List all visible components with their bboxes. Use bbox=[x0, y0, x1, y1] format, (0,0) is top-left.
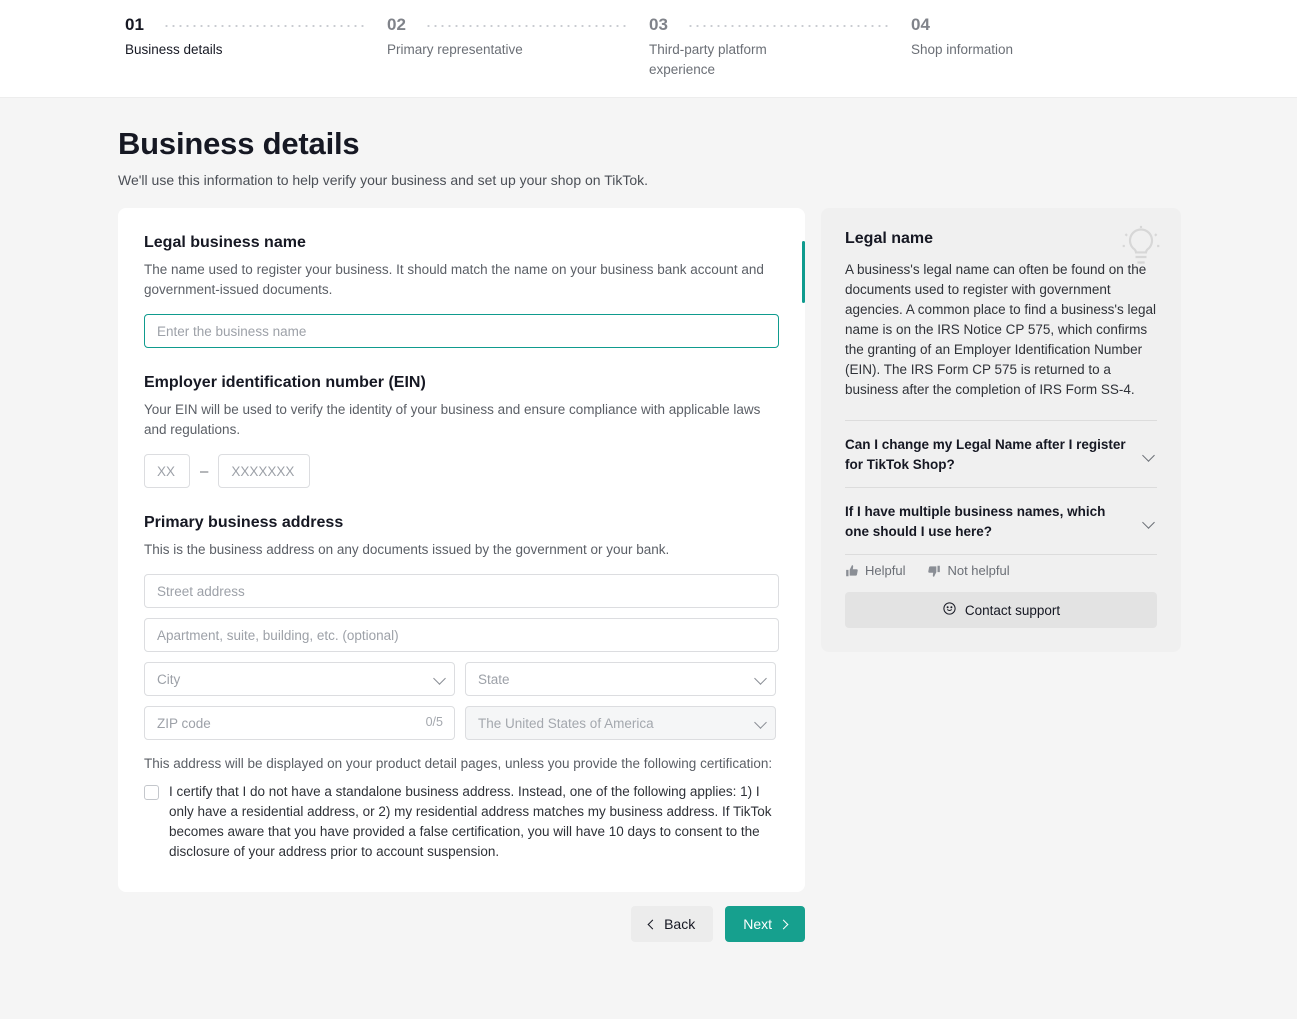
next-button[interactable] bbox=[725, 906, 805, 942]
lightbulb-icon bbox=[1119, 224, 1163, 273]
certification-checkbox[interactable] bbox=[144, 785, 159, 800]
step-04[interactable] bbox=[911, 14, 1173, 60]
city-select[interactable]: City bbox=[144, 662, 455, 696]
form-footer bbox=[118, 892, 805, 942]
active-field-indicator bbox=[802, 241, 805, 303]
legal-business-name-label: Legal business name bbox=[144, 234, 306, 251]
certification-text: I certify that I do not have a standalone business address. Instead, one of the following applies: 1) I only have a residential address, or 2) my residential address matches my business address. If TikTok becomes aware that you have provided a false certification, you will have 10 days to consent to the disclosure of your address prior to account suspension. bbox=[169, 784, 772, 859]
page-title: Business details bbox=[118, 126, 360, 161]
faq-item-2[interactable] bbox=[845, 488, 1157, 555]
page-header bbox=[0, 98, 1297, 188]
content-area bbox=[0, 188, 1297, 892]
step-connector bbox=[425, 25, 627, 27]
step-number: 01 bbox=[125, 15, 144, 34]
step-03[interactable] bbox=[649, 14, 911, 80]
help-title: Legal name bbox=[845, 230, 934, 247]
step-number: 02 bbox=[387, 15, 406, 34]
step-label: Primary representative bbox=[387, 42, 523, 57]
zip-code-wrapper bbox=[144, 706, 455, 740]
legal-business-name-field bbox=[144, 234, 779, 348]
faq-item-1[interactable] bbox=[845, 421, 1157, 488]
chevron-left-icon bbox=[648, 919, 658, 929]
business-details-form bbox=[118, 208, 805, 892]
step-connector bbox=[163, 25, 365, 27]
faq-question: If I have multiple business names, which one should I use here? bbox=[845, 504, 1106, 539]
country-select: The United States of America bbox=[465, 706, 776, 740]
helpful-button[interactable] bbox=[845, 563, 905, 578]
ein-prefix-input[interactable] bbox=[144, 454, 190, 488]
contact-support-button[interactable] bbox=[845, 592, 1157, 628]
address-display-note: This address will be displayed on your product detail pages, unless you provide the following certification: bbox=[144, 756, 773, 771]
chevron-right-icon bbox=[779, 919, 789, 929]
legal-business-name-input[interactable] bbox=[144, 314, 779, 348]
primary-business-address-field bbox=[144, 514, 779, 862]
help-panel bbox=[821, 208, 1181, 652]
state-select-wrapper bbox=[465, 662, 776, 696]
step-label: Shop information bbox=[911, 42, 1014, 57]
city-select-wrapper bbox=[144, 662, 455, 696]
step-02[interactable] bbox=[387, 14, 649, 60]
progress-stepper bbox=[0, 0, 1297, 98]
helpful-label: Helpful bbox=[865, 563, 906, 578]
primary-business-address-label: Primary business address bbox=[144, 514, 344, 531]
country-select-wrapper bbox=[465, 706, 776, 740]
back-button-label: Back bbox=[664, 916, 696, 932]
page-subtitle: We'll use this information to help verify your business and set up your shop on TikTok. bbox=[118, 172, 649, 188]
ein-field bbox=[144, 374, 779, 488]
legal-business-name-description: The name used to register your business. It should match the name on your business bank account and government-issued documents. bbox=[144, 262, 764, 297]
step-number: 04 bbox=[911, 15, 930, 34]
step-connector bbox=[687, 25, 889, 27]
step-label: Business details bbox=[125, 42, 223, 57]
primary-business-address-description: This is the business address on any documents issued by the government or your bank. bbox=[144, 542, 670, 557]
zip-character-counter: 0/5 bbox=[425, 715, 443, 729]
chevron-down-icon bbox=[1142, 516, 1155, 529]
step-01[interactable] bbox=[125, 14, 387, 60]
chevron-down-icon bbox=[1142, 449, 1155, 462]
chat-icon bbox=[942, 601, 957, 619]
faq-question: Can I change my Legal Name after I register for TikTok Shop? bbox=[845, 437, 1126, 472]
step-label: Third-party platform experience bbox=[649, 42, 767, 77]
ein-label: Employer identification number (EIN) bbox=[144, 374, 426, 391]
ein-description: Your EIN will be used to verify the identity of your business and ensure compliance with applicable laws and regulations. bbox=[144, 402, 761, 437]
ein-suffix-input[interactable] bbox=[218, 454, 310, 488]
certification-row bbox=[144, 782, 779, 862]
step-number: 03 bbox=[649, 15, 668, 34]
next-button-label: Next bbox=[743, 916, 772, 932]
not-helpful-label: Not helpful bbox=[947, 563, 1010, 578]
street-address-input[interactable] bbox=[144, 574, 779, 608]
apartment-suite-input[interactable] bbox=[144, 618, 779, 652]
back-button[interactable] bbox=[631, 906, 713, 942]
not-helpful-button[interactable] bbox=[927, 563, 1009, 578]
help-body: A business's legal name can often be found on the documents used to register with government agencies. A common place to find a business's legal name is on the IRS Notice CP 575, which confirms the granting of an Employer Identification Number (EIN). The IRS Form CP 575 is returned to a business after the completion of IRS Form SS-4. bbox=[845, 262, 1157, 397]
state-select[interactable]: State bbox=[465, 662, 776, 696]
zip-code-input[interactable] bbox=[144, 706, 455, 740]
ein-separator: – bbox=[200, 462, 209, 480]
feedback-row bbox=[845, 555, 1157, 592]
contact-support-label: Contact support bbox=[964, 602, 1061, 618]
